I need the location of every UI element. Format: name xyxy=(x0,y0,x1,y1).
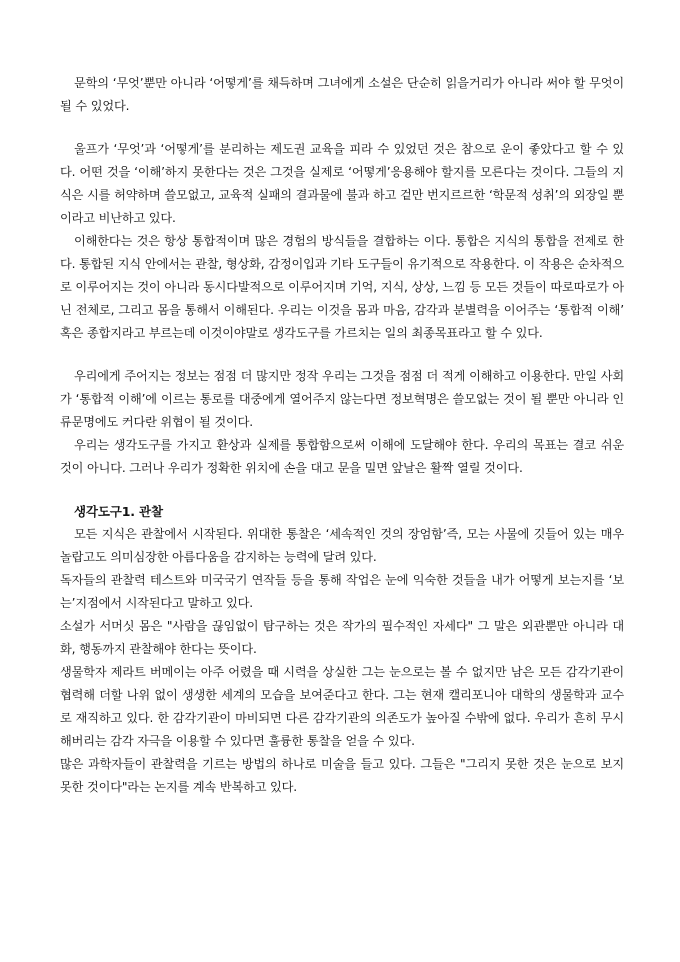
paragraph: 이해한다는 것은 항상 통합적이며 많은 경험의 방식들을 결합하는 이다. 통합은 지식의 통합을 전제로 한다. 통합된 지식 안에서는 관찰, 형상화, 감정이입과 기타 도구들이 유기적으로 작용한다. 이 작용은 순차적으로 이루어지는 것이 아니라 동시다발적으로 이루어지며 기억, 지식, 상상, 느낌 등 모든 것들이 따로따로가 아닌 전체로, 그리고 몸을 통해서 이해된다. 우리는 이것을 몸과 마음, 감각과 분별력을 이어주는 ‘통합적 이해’ 혹은 종합지라고 부르는데 이것이야말로 생각도구를 가르치는 일의 최종목표라고 할 수 있다. xyxy=(60,234,624,340)
section-paragraph: 소설가 서머싯 몸은 "사람을 끊임없이 탐구하는 것은 작가의 필수적인 자세다" 그 말은 외관뿐만 아니라 대화, 행동까지 관찰해야 한다는 뜻이다. xyxy=(60,619,624,656)
paragraph: 우리에게 주어지는 정보는 점점 더 많지만 정작 우리는 그것을 점점 더 적게 이해하고 이용한다. 만일 사회가 ‘통합적 이해’에 이르는 통로를 대중에게 열어주지 않는다면 정보혁명은 쓸모없는 것이 될 뿐만 아니라 인류문명에도 커다란 위협이 될 것이다. xyxy=(60,369,624,429)
section-paragraph: 독자들의 관찰력 테스트와 미국국기 연작들 등을 통해 작업은 눈에 익숙한 것들을 내가 어떻게 보는지를 ‘보는’지점에서 시작된다고 말하고 있다. xyxy=(60,573,624,610)
section-heading: 생각도구1. 관찰 xyxy=(74,504,163,519)
paragraph-gap xyxy=(60,345,624,365)
paragraph: 우리는 생각도구를 가지고 환상과 실제를 통합함으로써 이해에 도달해야 한다. 우리의 목표는 결코 쉬운 것이 아니다. 그러나 우리가 정확한 위치에 손을 대고 문을 밀면 앞날은 활짝 열릴 것이다. xyxy=(60,438,624,475)
document-body xyxy=(60,72,624,799)
section-paragraph: 많은 과학자들이 관찰력을 기르는 방법의 하나로 미술을 들고 있다. 그들은 "그리지 못한 것은 눈으로 보지 못한 것이다"라는 논지를 계속 반복하고 있다. xyxy=(60,757,624,794)
paragraph-gap xyxy=(60,118,624,138)
section-gap xyxy=(60,480,624,500)
paragraph: 울프가 ‘무엇’과 ‘어떻게’를 분리하는 제도권 교육을 피라 수 있었던 것은 참으로 운이 좋았다고 할 수 있다. 어떤 것을 ‘이해’하지 못한다는 것은 그것을 실제로 ‘어떻게’응용해야 할지를 모른다는 것이다. 그들의 지식은 시를 허약하며 쓸모없고, 교육적 실패의 결과물에 불과 하고 겉만 번지르르한 ‘학문적 성취’의 외장일 뿐이라고 비난하고 있다. xyxy=(60,142,624,225)
paragraph: 문학의 ‘무엇’뿐만 아니라 ‘어떻게’를 채득하며 그녀에게 소설은 단순히 읽을거리가 아니라 써야 할 무엇이 될 수 있었다. xyxy=(60,76,624,113)
section-paragraph: 생물학자 제라트 버메이는 아주 어렸을 때 시력을 상실한 그는 눈으로는 볼 수 없지만 남은 모든 감각기관이 협력해 더할 나위 없이 생생한 세계의 모습을 보여준다고 한다. 그는 현재 캘리포니아 대학의 생물학과 교수로 재직하고 있다. 한 감각기관이 마비되면 다른 감각기관의 의존도가 높아질 수밖에 없다. 우리가 흔히 무시해버리는 감각 자극을 이용할 수 있다면 훌륭한 통찰을 얻을 수 있다. xyxy=(60,665,624,748)
section-paragraph: 모든 지식은 관찰에서 시작된다. 위대한 통찰은 ‘세속적인 것의 장엄함’즉, 모는 사물에 깃들어 있는 매우 놀랍고도 의미심장한 아름다움을 감지하는 능력에 달려 있다. xyxy=(60,527,624,564)
